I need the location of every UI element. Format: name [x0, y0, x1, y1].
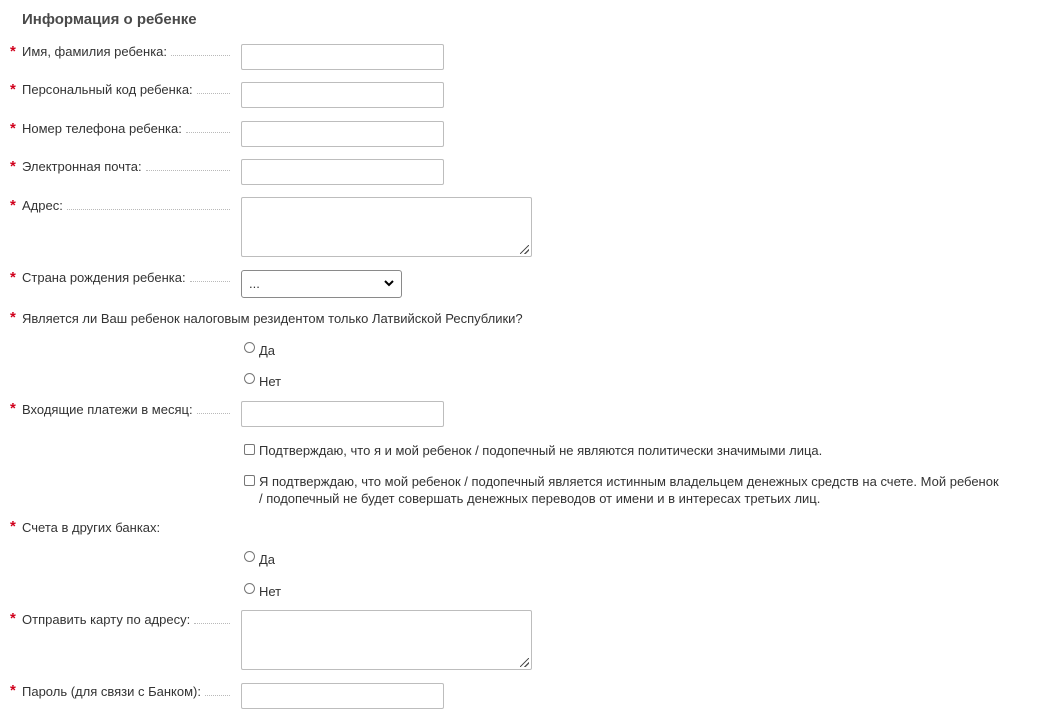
tax-resident-yes-option[interactable]: Да — [244, 341, 275, 359]
birth-country-selected: ... — [249, 276, 260, 291]
password-input[interactable] — [241, 683, 444, 709]
resize-grip-icon[interactable] — [520, 245, 529, 254]
radio-button[interactable] — [244, 342, 255, 353]
confirm-owner-checkbox-row[interactable] — [244, 474, 1004, 507]
required-marker: * — [10, 400, 16, 417]
required-marker: * — [10, 197, 16, 214]
other-banks-no-option[interactable]: Нет — [244, 582, 281, 600]
other-banks-yes-option[interactable]: Да — [244, 550, 275, 568]
personal-code-label: Персональный код ребенка: — [22, 82, 230, 98]
card-address-textarea[interactable] — [241, 610, 532, 670]
required-marker: * — [10, 518, 16, 535]
other-banks-label: Счета в других банках: — [22, 520, 161, 535]
required-marker: * — [10, 81, 16, 98]
required-marker: * — [10, 43, 16, 60]
phone-input[interactable] — [241, 121, 444, 147]
address-label: Адрес: — [22, 198, 230, 214]
required-marker: * — [10, 158, 16, 175]
confirm-owner-checkbox[interactable] — [244, 475, 255, 486]
tax-resident-label: Является ли Ваш ребенок налоговым резидентом только Латвийской Республики? — [22, 311, 523, 326]
confirm-pep-checkbox[interactable] — [244, 444, 255, 455]
password-label: Пароль (для связи с Банком): — [22, 684, 230, 700]
name-label: Имя, фамилия ребенка: — [22, 44, 230, 60]
confirm-pep-label: Подтверждаю, что я и мой ребенок / подопечный не являются политически значимыми лица. — [259, 443, 823, 458]
required-marker: * — [10, 610, 16, 627]
email-label: Электронная почта: — [22, 159, 230, 175]
confirm-owner-label: Я подтверждаю, что мой ребенок / подопечный является истинным владельцем денежных средств на счете. Мой ребенок / подопечный не будет совершать денежных переводов от имени и в интересах третьих лиц. — [259, 474, 999, 506]
phone-label: Номер телефона ребенка: — [22, 121, 230, 137]
required-marker: * — [10, 120, 16, 137]
confirm-pep-checkbox-row[interactable] — [244, 443, 1004, 459]
email-input[interactable] — [241, 159, 444, 185]
section-title: Информация о ребенке — [22, 11, 197, 28]
birth-country-select[interactable] — [241, 270, 402, 298]
required-marker: * — [10, 682, 16, 699]
birth-country-label: Страна рождения ребенка: — [22, 270, 230, 286]
child-name-input[interactable] — [241, 44, 444, 70]
chevron-down-icon — [383, 277, 395, 289]
card-address-label: Отправить карту по адресу: — [22, 612, 230, 628]
required-marker: * — [10, 269, 16, 286]
radio-button[interactable] — [244, 583, 255, 594]
resize-grip-icon[interactable] — [520, 658, 529, 667]
radio-button[interactable] — [244, 551, 255, 562]
required-marker: * — [10, 309, 16, 326]
monthly-payments-input[interactable] — [241, 401, 444, 427]
radio-button[interactable] — [244, 373, 255, 384]
personal-code-input[interactable] — [241, 82, 444, 108]
monthly-payments-label: Входящие платежи в месяц: — [22, 402, 230, 418]
tax-resident-no-option[interactable]: Нет — [244, 372, 281, 390]
address-textarea[interactable] — [241, 197, 532, 257]
